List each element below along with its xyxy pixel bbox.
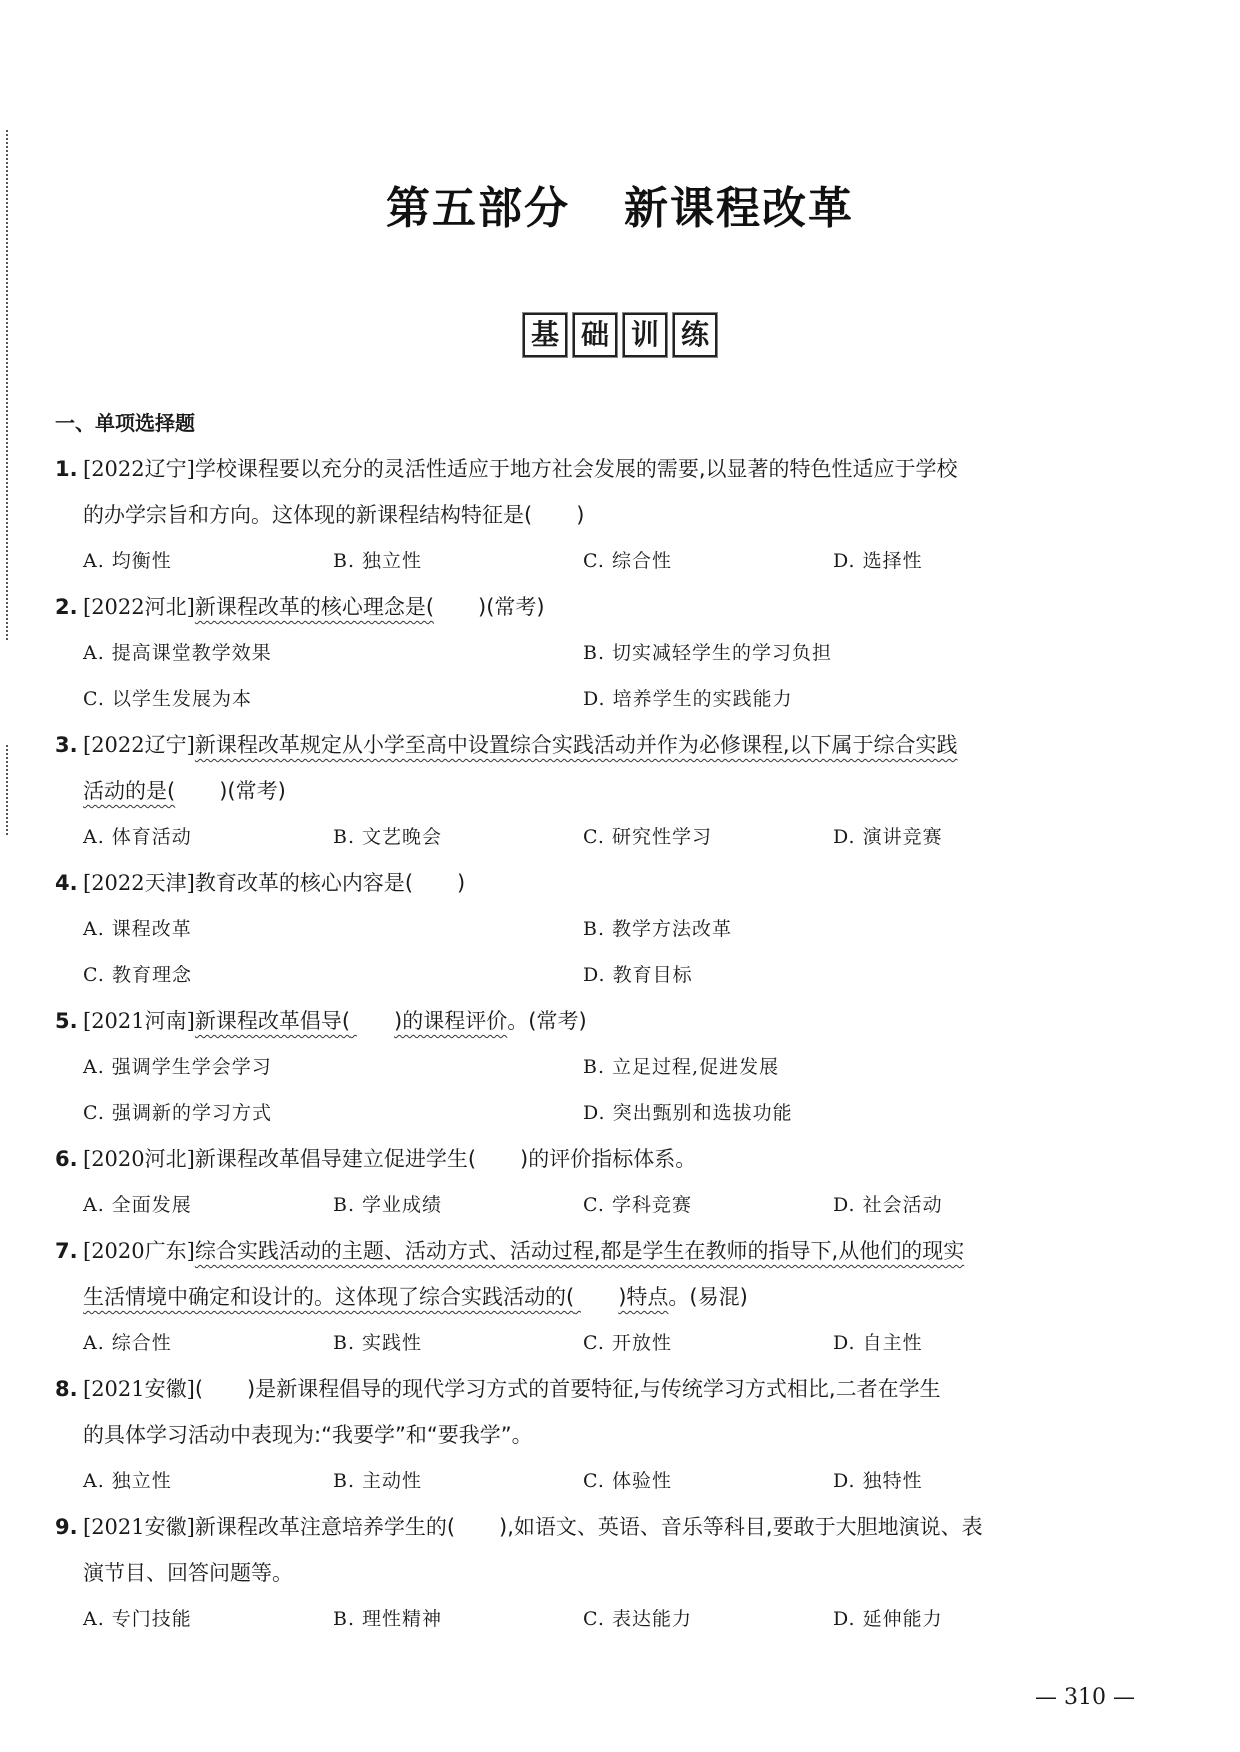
answer-option[interactable]: D. 选择性 <box>833 550 923 572</box>
question-text: )(常考) <box>478 595 545 619</box>
options-row <box>55 630 1135 676</box>
question-text: )是新课程倡导的现代学习方式的首要特征,与传统学习方式相比,二者在学生 <box>247 1377 941 1401</box>
page-number: — 310 — <box>1035 1685 1135 1710</box>
question-text: )(常考) <box>219 779 286 803</box>
question-item <box>55 722 1135 860</box>
question-text-line <box>55 584 1135 630</box>
answer-option[interactable]: B. 学业成绩 <box>333 1194 443 1216</box>
question-number: 3. <box>55 733 78 757</box>
answer-option[interactable]: A. 综合性 <box>83 1332 172 1354</box>
options-row <box>55 1320 1135 1366</box>
question-text-line <box>55 1366 1135 1412</box>
answer-option[interactable]: D. 突出甄别和选拔功能 <box>583 1102 793 1124</box>
question-item <box>55 1228 1135 1366</box>
question-text-line <box>55 446 1135 492</box>
question-text: 新课程改革注意培养学生的( <box>194 1515 456 1539</box>
question-text: )特点。(易混) <box>618 1285 748 1309</box>
answer-option[interactable]: B. 理性精神 <box>333 1608 443 1630</box>
question-text: 演节目、回答问题等。 <box>83 1561 293 1585</box>
question-item <box>55 446 1135 584</box>
question-number: 6. <box>55 1147 78 1171</box>
answer-blank <box>413 860 457 906</box>
question-text-line <box>55 1274 1135 1320</box>
question-text-line <box>55 1228 1135 1274</box>
question-source: [2021安徽] <box>83 1515 195 1539</box>
answer-option[interactable]: B. 文艺晚会 <box>333 826 443 848</box>
question-text: 学校课程要以充分的灵活性适应于地方社会发展的需要,以显著的特色性适应于学校 <box>194 457 958 481</box>
answer-blank <box>175 768 219 814</box>
answer-blank <box>476 1136 520 1182</box>
answer-option[interactable]: A. 全面发展 <box>83 1194 192 1216</box>
question-item <box>55 1504 1135 1642</box>
question-text-line <box>55 722 1135 768</box>
question-source: [2021河南] <box>83 1009 195 1033</box>
answer-option[interactable]: D. 教育目标 <box>583 964 693 986</box>
question-text: )的课程评价。(常考) <box>394 1009 587 1033</box>
answer-option[interactable]: A. 独立性 <box>83 1470 172 1492</box>
answer-option[interactable]: D. 延伸能力 <box>833 1608 943 1630</box>
page-title <box>0 172 1240 236</box>
badge-char: 基 <box>523 313 567 357</box>
emphasized-text: 活动的是( <box>83 779 176 803</box>
question-number: 9. <box>55 1515 78 1539</box>
answer-option[interactable]: A. 均衡性 <box>83 550 172 572</box>
question-text: ( <box>194 1377 204 1401</box>
options-row <box>55 906 1135 952</box>
options-row <box>55 1090 1135 1136</box>
answer-option[interactable]: C. 体验性 <box>583 1470 672 1492</box>
question-item <box>55 1366 1135 1504</box>
question-text-line <box>55 1136 1135 1182</box>
question-source: [2020广东] <box>83 1239 195 1263</box>
question-text: 的具体学习活动中表现为:“我要学”和“要我学”。 <box>83 1423 533 1447</box>
question-text-line <box>55 1550 1135 1596</box>
question-source: [2022辽宁] <box>83 457 195 481</box>
question-number: 5. <box>55 1009 78 1033</box>
answer-option[interactable]: D. 演讲竞赛 <box>833 826 943 848</box>
badge-char: 训 <box>623 313 667 357</box>
answer-option[interactable]: C. 学科竞赛 <box>583 1194 692 1216</box>
question-item <box>55 1136 1135 1228</box>
answer-option[interactable]: D. 培养学生的实践能力 <box>583 688 793 710</box>
question-text-line <box>55 860 1135 906</box>
answer-option[interactable]: B. 主动性 <box>333 1470 423 1492</box>
question-text: )的评价指标体系。 <box>520 1147 697 1171</box>
question-text: 教育改革的核心内容是( <box>194 871 414 895</box>
emphasized-text: 新课程改革规定从小学至高中设置综合实践活动并作为必修课程,以下属于综合实践 <box>194 733 958 757</box>
answer-option[interactable]: C. 开放性 <box>583 1332 672 1354</box>
answer-option[interactable]: A. 专门技能 <box>83 1608 192 1630</box>
options-row <box>55 1044 1135 1090</box>
answer-option[interactable]: C. 以学生发展为本 <box>83 688 252 710</box>
answer-blank <box>455 1504 499 1550</box>
question-number: 2. <box>55 595 78 619</box>
question-text-line <box>55 768 1135 814</box>
answer-option[interactable]: A. 体育活动 <box>83 826 192 848</box>
answer-option[interactable]: C. 研究性学习 <box>583 826 712 848</box>
emphasized-text: 新课程改革的核心理念是( <box>194 595 435 619</box>
question-text: 新课程改革倡导建立促进学生( <box>194 1147 477 1171</box>
answer-option[interactable]: A. 课程改革 <box>83 918 192 940</box>
options-row <box>55 1458 1135 1504</box>
question-text-line <box>55 998 1135 1044</box>
answer-blank <box>350 998 394 1044</box>
question-source: [2022辽宁] <box>83 733 195 757</box>
answer-option[interactable]: D. 独特性 <box>833 1470 923 1492</box>
question-number: 8. <box>55 1377 78 1401</box>
answer-option[interactable]: C. 强调新的学习方式 <box>83 1102 272 1124</box>
options-row <box>55 538 1135 584</box>
page-title-part: 第五部分 <box>386 183 570 234</box>
options-row <box>55 1182 1135 1228</box>
emphasized-text: 综合实践活动的主题、活动方式、活动过程,都是学生在教师的指导下,从他们的现实 <box>194 1239 965 1263</box>
answer-option[interactable]: A. 强调学生学会学习 <box>83 1056 272 1078</box>
answer-option[interactable]: B. 独立性 <box>333 550 423 572</box>
options-row <box>55 1596 1135 1642</box>
page-title-name: 新课程改革 <box>624 183 854 234</box>
answer-option[interactable]: C. 表达能力 <box>583 1608 692 1630</box>
question-number: 4. <box>55 871 78 895</box>
options-row <box>55 676 1135 722</box>
answer-blank <box>532 492 576 538</box>
options-row <box>55 814 1135 860</box>
question-source: [2020河北] <box>83 1147 195 1171</box>
answer-option[interactable]: C. 综合性 <box>583 550 672 572</box>
question-source: [2021安徽] <box>83 1377 195 1401</box>
question-source: [2022天津] <box>83 871 195 895</box>
answer-option[interactable]: A. 提高课堂教学效果 <box>83 642 272 664</box>
answer-option[interactable]: D. 社会活动 <box>833 1194 943 1216</box>
answer-option[interactable]: D. 自主性 <box>833 1332 923 1354</box>
question-text: ),如语文、英语、音乐等科目,要敢于大胆地演说、表 <box>499 1515 983 1539</box>
question-list <box>55 410 1135 1642</box>
emphasized-text: 生活情境中确定和设计的。这体现了综合实践活动的( <box>83 1285 575 1309</box>
question-text: ) <box>576 503 585 527</box>
binding-margin-dots <box>6 745 8 835</box>
question-text-line <box>55 492 1135 538</box>
answer-option[interactable]: C. 教育理念 <box>83 964 192 986</box>
question-text: 的办学宗旨和方向。这体现的新课程结构特征是( <box>83 503 533 527</box>
question-item <box>55 998 1135 1136</box>
emphasized-text: 新课程改革倡导( <box>194 1009 351 1033</box>
answer-option[interactable]: B. 实践性 <box>333 1332 423 1354</box>
section-badge-basic-training <box>0 313 1240 357</box>
badge-char: 练 <box>673 313 717 357</box>
answer-blank <box>574 1274 618 1320</box>
question-text-line <box>55 1412 1135 1458</box>
question-source: [2022河北] <box>83 595 195 619</box>
answer-option[interactable]: B. 教学方法改革 <box>583 918 733 940</box>
question-item <box>55 584 1135 722</box>
answer-option[interactable]: B. 切实减轻学生的学习负担 <box>583 642 833 664</box>
question-number: 1. <box>55 457 78 481</box>
question-number: 7. <box>55 1239 78 1263</box>
badge-char: 础 <box>573 313 617 357</box>
section-heading: 一、单项选择题 <box>55 411 195 435</box>
answer-option[interactable]: B. 立足过程,促进发展 <box>583 1056 780 1078</box>
question-text: ) <box>457 871 466 895</box>
question-item <box>55 860 1135 998</box>
options-row <box>55 952 1135 998</box>
answer-blank <box>434 584 478 630</box>
question-text-line <box>55 1504 1135 1550</box>
answer-blank <box>203 1366 247 1412</box>
